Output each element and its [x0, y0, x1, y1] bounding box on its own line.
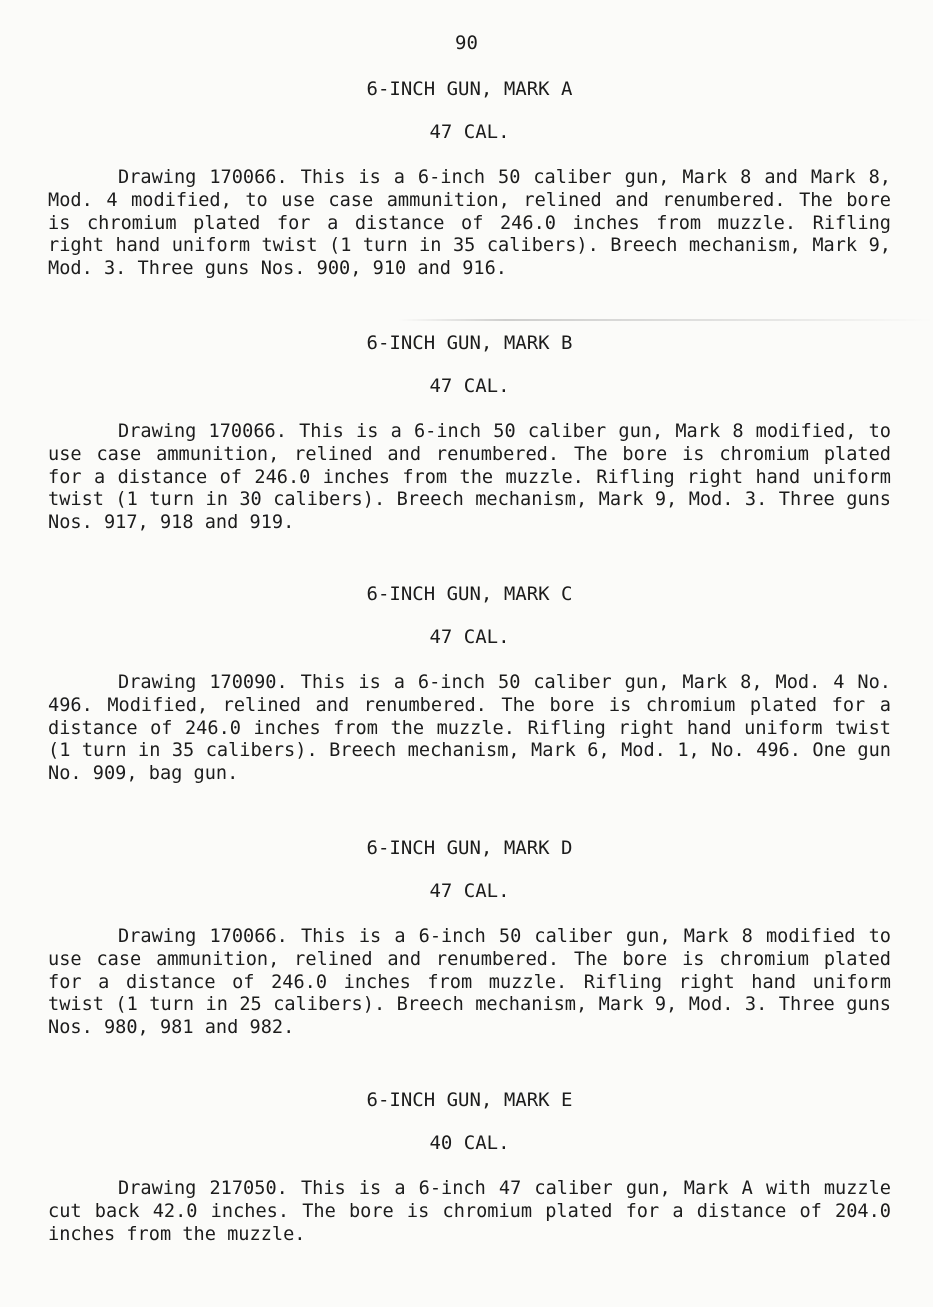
- section-heading: 6-INCH GUN, MARK E: [366, 1089, 573, 1111]
- caliber-label: 47 CAL.: [429, 121, 510, 143]
- section-mark-e: [48, 1088, 891, 1246]
- section-heading: 6-INCH GUN, MARK D: [366, 837, 573, 859]
- section-text: Drawing 170066. This is a 6-inch 50 caliber gun, Mark 8 and Mark 8, Mod. 4 modified, to use case ammunition, relined and renumbered. The bore is chromium plated for a distance of 246.0 inches from muzzle. Rifling right hand uniform twist (1 turn in 35 calibers). Breech mechanism, Mark 9, Mod. 3. Three guns Nos. 900, 910 and 916.: [48, 167, 891, 280]
- caliber-label: 47 CAL.: [429, 626, 510, 648]
- page-number: 90: [455, 32, 478, 54]
- caliber-label: 40 CAL.: [429, 1132, 510, 1154]
- section-mark-c: [48, 582, 891, 786]
- section-text: Drawing 170090. This is a 6-inch 50 caliber gun, Mark 8, Mod. 4 No. 496. Modified, relined and renumbered. The bore is chromium plated for a distance of 246.0 inches from the muzzle. Rifling right hand uniform twist (1 turn in 35 calibers). Breech mechanism, Mark 6, Mod. 1, No. 496. One gun No. 909, bag gun.: [48, 672, 891, 785]
- section-mark-a: [48, 77, 891, 281]
- section-heading: 6-INCH GUN, MARK B: [366, 332, 573, 354]
- section-text: Drawing 217050. This is a 6-inch 47 caliber gun, Mark A with muzzle cut back 42.0 inches. The bore is chromium plated for a distance of 204.0 inches from the muzzle.: [48, 1178, 891, 1245]
- section-text: Drawing 170066. This is a 6-inch 50 caliber gun, Mark 8 modified to use case ammunition, relined and renumbered. The bore is chromium plated for a distance of 246.0 inches from muzzle. Rifling right hand uniform twist (1 turn in 25 calibers). Breech mechanism, Mark 9, Mod. 3. Three guns Nos. 980, 981 and 982.: [48, 926, 891, 1039]
- scan-artifact-line: [398, 319, 933, 321]
- section-text: Drawing 170066. This is a 6-inch 50 caliber gun, Mark 8 modified, to use case ammunition, relined and renumbered. The bore is chromium plated for a distance of 246.0 inches from the muzzle. Rifling right hand uniform twist (1 turn in 30 calibers). Breech mechanism, Mark 9, Mod. 3. Three guns Nos. 917, 918 and 919.: [48, 421, 891, 534]
- caliber-label: 47 CAL.: [429, 375, 510, 397]
- caliber-label: 47 CAL.: [429, 880, 510, 902]
- section-heading: 6-INCH GUN, MARK C: [366, 583, 573, 605]
- section-heading: 6-INCH GUN, MARK A: [366, 78, 573, 100]
- section-mark-d: [48, 836, 891, 1040]
- section-mark-b: [48, 331, 891, 535]
